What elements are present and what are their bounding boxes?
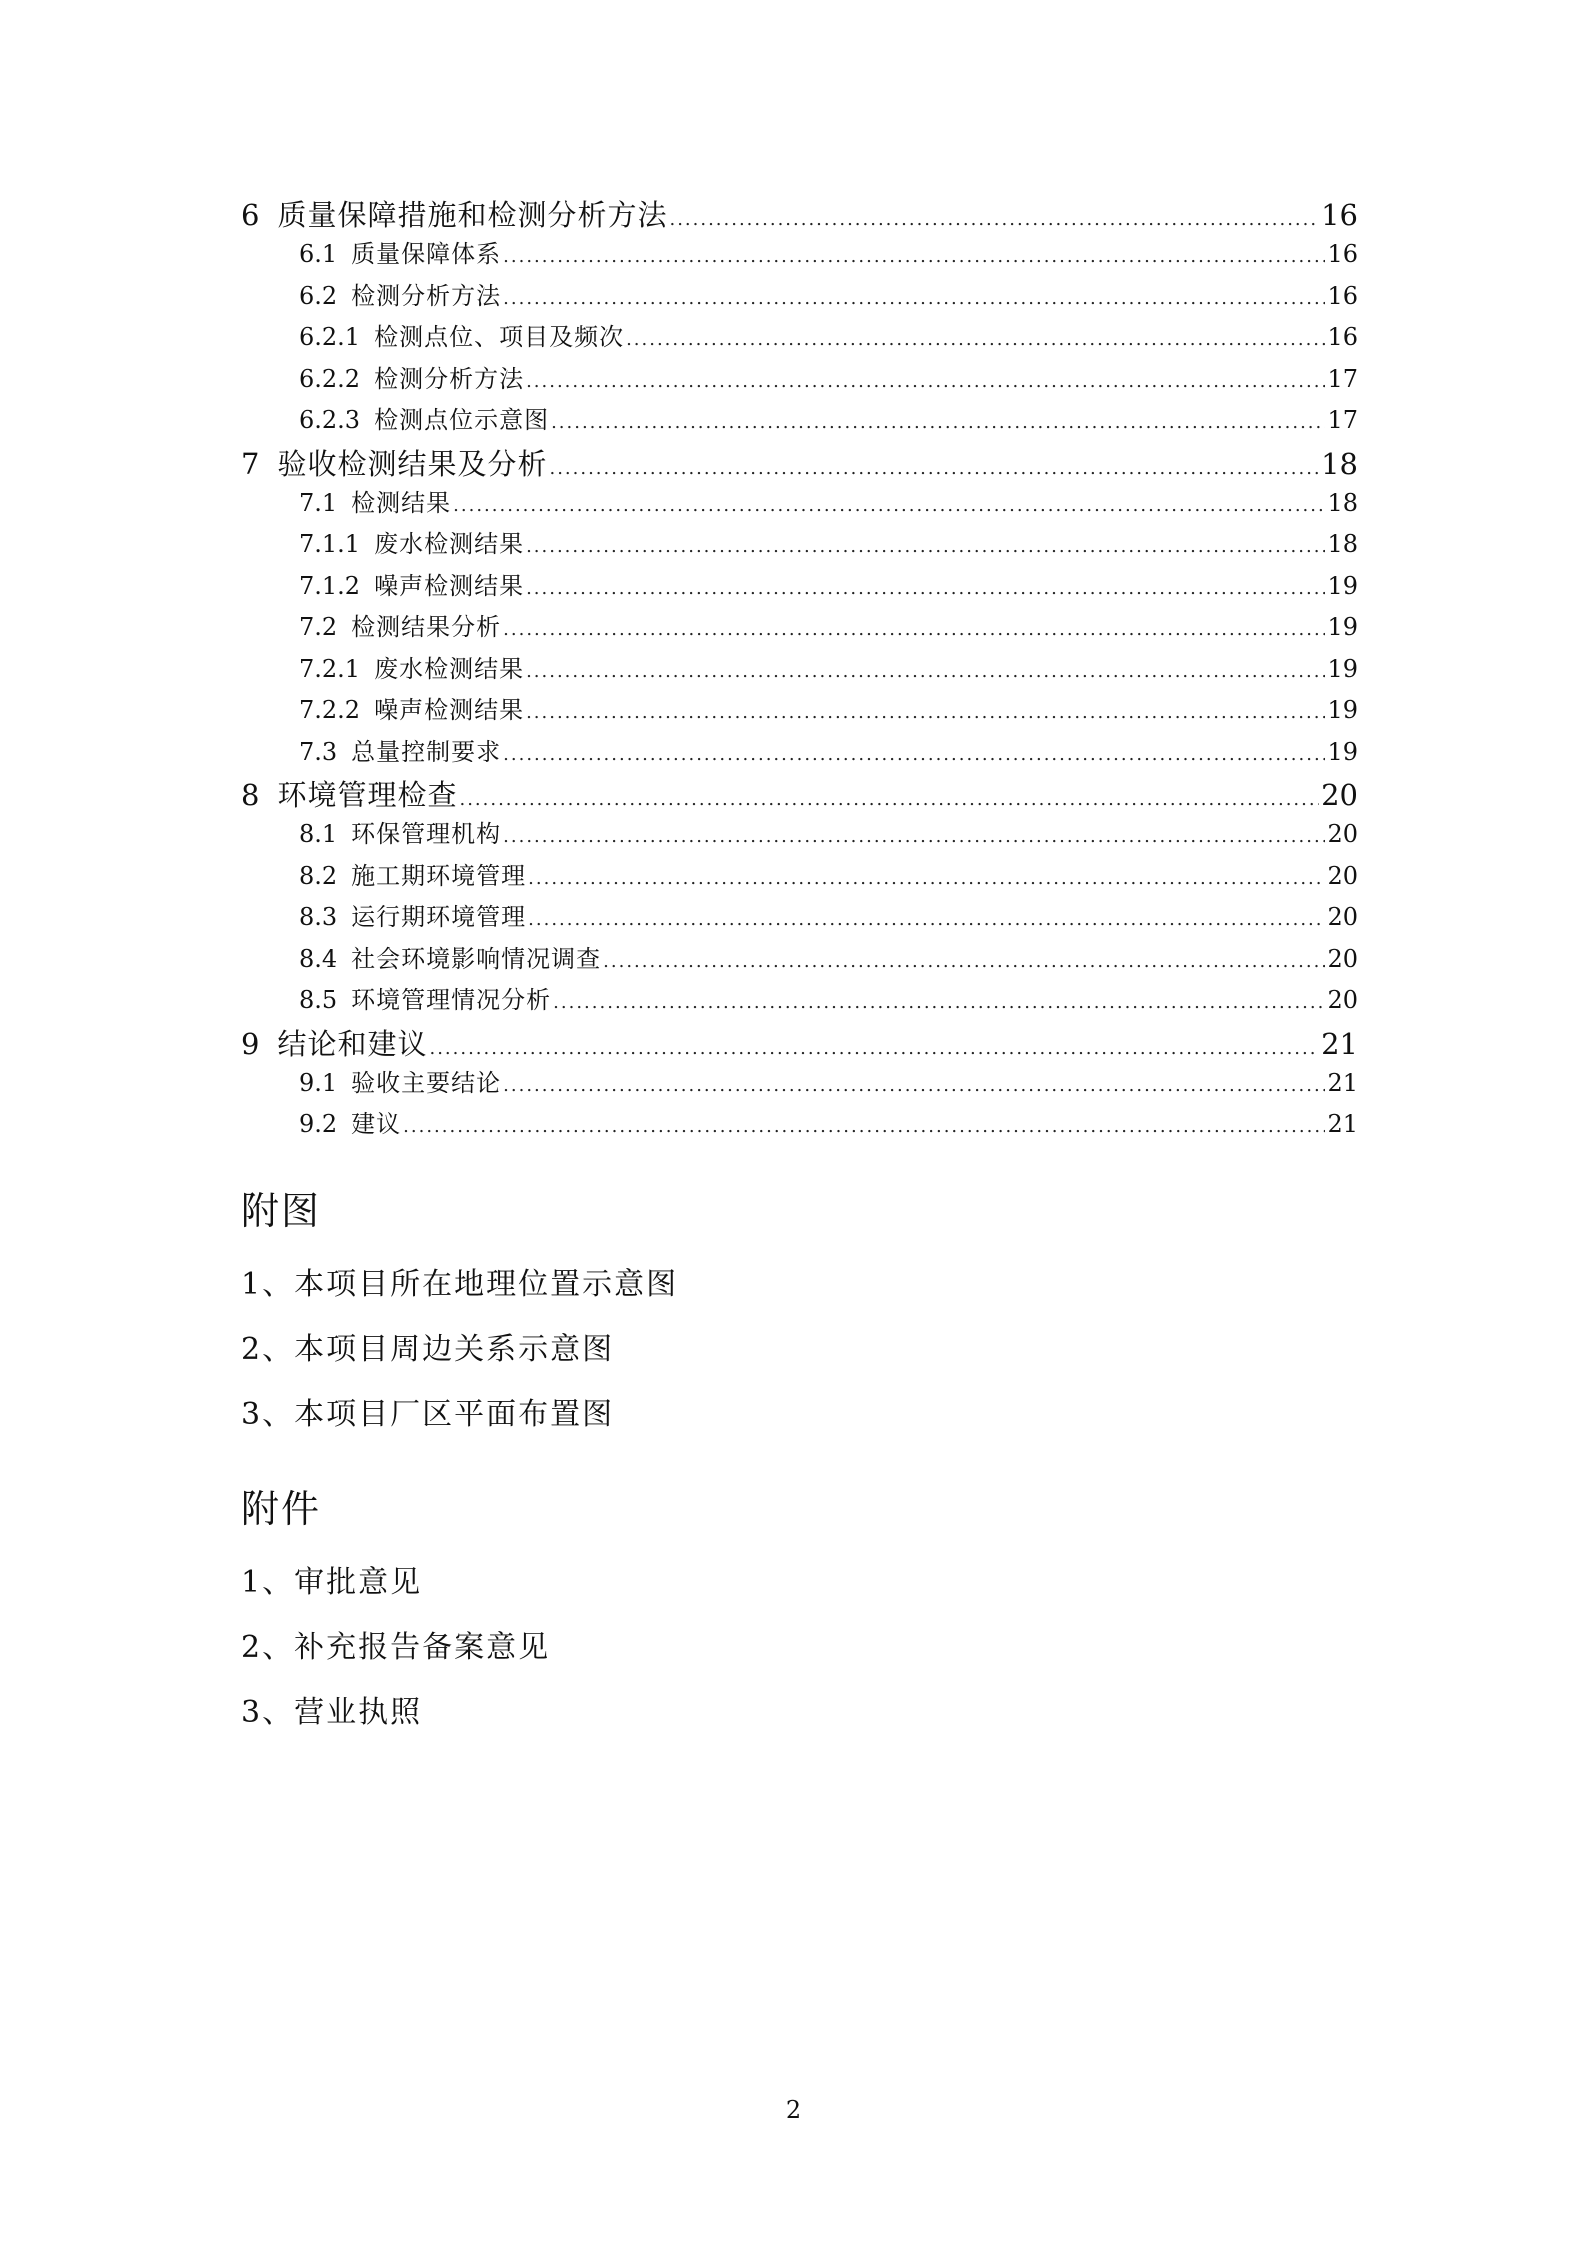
toc-leader-dots (553, 992, 1325, 1013)
toc-entry (241, 1063, 1358, 1105)
table-of-contents (241, 193, 1358, 1146)
toc-entry-page: 16 (1327, 323, 1358, 351)
toc-entry (241, 773, 1358, 814)
toc-leader-dots (429, 1038, 1319, 1059)
toc-leader-dots (526, 371, 1325, 392)
toc-entry (241, 442, 1358, 483)
toc-entry-title: 建议 (351, 1110, 402, 1138)
toc-leader-dots (459, 789, 1319, 810)
toc-entry (241, 1104, 1358, 1146)
toc-entry-number: 7.2 (299, 613, 338, 641)
toc-entry-title: 检测结果分析 (351, 613, 502, 641)
toc-entry-page: 20 (1327, 820, 1358, 848)
toc-entry-title: 环保管理机构 (351, 820, 502, 848)
toc-entry-title: 废水检测结果 (374, 654, 525, 683)
toc-entry-number: 7.2.2 (299, 696, 361, 724)
toc-entry-page: 16 (1327, 281, 1358, 310)
figure-list-item: 1、本项目所在地理位置示意图 (241, 1267, 679, 1302)
toc-entry-number: 8.5 (299, 986, 338, 1014)
toc-leader-dots (551, 412, 1325, 433)
toc-entry (241, 690, 1358, 732)
toc-entry-number: 6.2.2 (299, 364, 361, 393)
toc-entry-page: 18 (1327, 488, 1358, 517)
toc-entry (241, 276, 1358, 318)
toc-entry (241, 400, 1358, 442)
toc-entry-number: 7 (241, 446, 260, 481)
toc-entry-page: 21 (1327, 1068, 1358, 1097)
toc-leader-dots (526, 702, 1325, 723)
toc-entry-page: 20 (1327, 944, 1358, 973)
toc-entry-title: 检测结果 (351, 488, 452, 517)
toc-entry-page: 19 (1327, 571, 1358, 600)
toc-entry (241, 234, 1358, 276)
toc-entry-number: 9.2 (299, 1110, 338, 1138)
toc-leader-dots (526, 536, 1325, 557)
toc-entry (241, 897, 1358, 939)
toc-leader-dots (526, 661, 1325, 682)
toc-entry-number: 7.1.2 (299, 571, 361, 600)
toc-entry-number: 8.1 (299, 820, 338, 848)
toc-entry-title: 噪声检测结果 (374, 571, 525, 600)
toc-entry-number: 7.2.1 (299, 654, 361, 683)
toc-entry-title: 社会环境影响情况调查 (351, 944, 602, 973)
toc-entry (241, 1022, 1358, 1063)
toc-entry (241, 483, 1358, 525)
toc-entry-title: 质量保障措施和检测分析方法 (277, 198, 668, 232)
toc-entry-page: 19 (1327, 613, 1358, 641)
toc-entry-page: 16 (1327, 240, 1358, 268)
figure-list-item: 3、本项目厂区平面布置图 (241, 1397, 615, 1432)
toc-leader-dots (526, 578, 1325, 599)
toc-entry-page: 19 (1327, 654, 1358, 683)
toc-entry-number: 7.1.1 (299, 530, 361, 558)
toc-entry-title: 检测分析方法 (374, 364, 525, 393)
toc-entry-number: 6.2.3 (299, 406, 361, 434)
toc-entry-title: 废水检测结果 (374, 530, 525, 558)
toc-entry-number: 7.3 (299, 737, 338, 766)
attachments-heading: 附件 (241, 1487, 322, 1531)
toc-entry-page: 20 (1327, 986, 1358, 1014)
toc-entry (241, 856, 1358, 898)
toc-entry-page: 18 (1321, 446, 1358, 481)
toc-entry-page: 16 (1321, 198, 1358, 232)
toc-entry-title: 总量控制要求 (351, 737, 502, 766)
toc-leader-dots (503, 826, 1325, 847)
toc-leader-dots (503, 619, 1325, 640)
toc-leader-dots (503, 246, 1325, 267)
toc-entry-page: 17 (1327, 406, 1358, 434)
toc-entry-number: 9.1 (299, 1068, 338, 1097)
figures-list (241, 1252, 678, 1447)
toc-leader-dots (403, 1116, 1325, 1137)
toc-entry-title: 运行期环境管理 (351, 903, 527, 931)
toc-entry-title: 质量保障体系 (351, 240, 502, 268)
attachments-list (241, 1550, 550, 1745)
toc-entry-page: 18 (1327, 530, 1358, 558)
toc-entry-title: 检测分析方法 (351, 281, 502, 310)
attachment-list-item: 1、审批意见 (241, 1565, 423, 1600)
toc-leader-dots (503, 744, 1325, 765)
toc-entry-title: 验收主要结论 (351, 1068, 502, 1097)
toc-entry (241, 649, 1358, 691)
toc-entry-number: 7.1 (299, 488, 338, 517)
attachment-list-item: 2、补充报告备案意见 (241, 1630, 551, 1665)
toc-entry-title: 验收检测结果及分析 (277, 446, 548, 481)
toc-leader-dots (669, 209, 1319, 230)
toc-entry (241, 317, 1358, 359)
toc-entry-title: 环境管理检查 (277, 778, 458, 812)
toc-entry-number: 6.2.1 (299, 323, 361, 351)
toc-entry (241, 814, 1358, 856)
toc-entry-page: 21 (1327, 1110, 1358, 1138)
toc-leader-dots (626, 329, 1325, 350)
toc-entry (241, 524, 1358, 566)
page-number: 2 (785, 2096, 802, 2124)
toc-entry (241, 980, 1358, 1022)
toc-entry (241, 566, 1358, 608)
figures-heading: 附图 (241, 1189, 322, 1233)
toc-entry-title: 环境管理情况分析 (351, 986, 552, 1014)
toc-entry-page: 21 (1321, 1026, 1358, 1061)
toc-entry (241, 607, 1358, 649)
toc-entry (241, 193, 1358, 234)
toc-leader-dots (503, 288, 1325, 309)
toc-entry-number: 9 (241, 1026, 260, 1061)
toc-entry-number: 8 (241, 778, 260, 812)
toc-entry-title: 施工期环境管理 (351, 861, 527, 890)
figure-list-item: 2、本项目周边关系示意图 (241, 1332, 615, 1367)
toc-entry-page: 20 (1327, 903, 1358, 931)
toc-entry-page: 19 (1327, 737, 1358, 766)
toc-leader-dots (453, 495, 1325, 516)
toc-leader-dots (528, 909, 1325, 930)
toc-entry-page: 17 (1327, 364, 1358, 393)
toc-entry-number: 6 (241, 198, 260, 232)
toc-entry-number: 6.2 (299, 281, 338, 310)
toc-leader-dots (503, 1075, 1325, 1096)
toc-entry-number: 8.3 (299, 903, 338, 931)
toc-entry-number: 8.4 (299, 944, 338, 973)
toc-entry-page: 20 (1321, 778, 1358, 812)
toc-leader-dots (549, 458, 1319, 479)
toc-leader-dots (603, 951, 1325, 972)
toc-leader-dots (528, 868, 1325, 889)
toc-entry (241, 939, 1358, 981)
toc-entry-number: 6.1 (299, 240, 338, 268)
attachment-list-item: 3、营业执照 (241, 1695, 423, 1730)
toc-entry-title: 检测点位、项目及频次 (374, 323, 625, 351)
toc-entry-page: 20 (1327, 861, 1358, 890)
toc-entry (241, 732, 1358, 774)
toc-entry (241, 359, 1358, 401)
toc-entry-title: 噪声检测结果 (374, 696, 525, 724)
toc-entry-title: 结论和建议 (277, 1026, 428, 1061)
toc-entry-title: 检测点位示意图 (374, 406, 550, 434)
toc-entry-number: 8.2 (299, 861, 338, 890)
toc-entry-page: 19 (1327, 696, 1358, 724)
